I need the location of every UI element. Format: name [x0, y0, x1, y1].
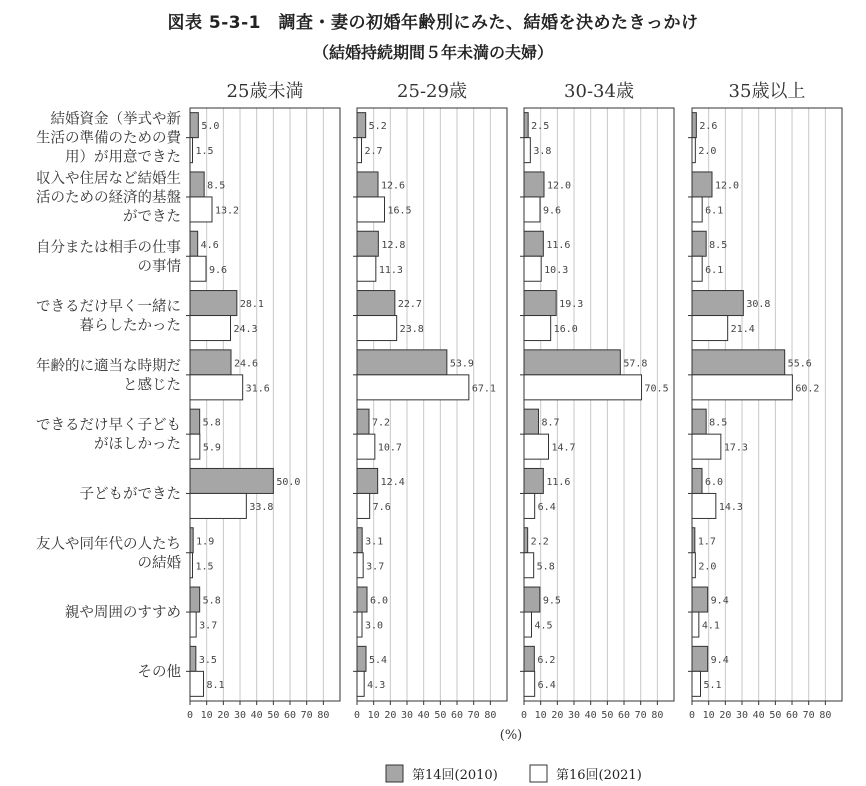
data-label: 5.0 — [201, 121, 220, 133]
bar-2021 — [357, 671, 364, 696]
x-tick-label: 10 — [367, 710, 380, 721]
x-tick-label: 30 — [735, 710, 749, 721]
x-axis-label: (%) — [499, 728, 523, 743]
data-label: 12.8 — [381, 239, 406, 251]
data-label: 5.8 — [202, 595, 221, 607]
bar-2021 — [357, 197, 385, 222]
category-label: の事情 — [137, 258, 181, 275]
data-label: 1.5 — [195, 146, 214, 158]
category-label: 自分または相手の仕事 — [36, 239, 181, 256]
data-label: 5.2 — [368, 121, 387, 133]
data-label: 55.6 — [787, 358, 812, 370]
data-label: 12.4 — [380, 476, 405, 488]
data-label: 11.3 — [378, 264, 403, 276]
data-label: 16.5 — [387, 205, 412, 217]
data-label: 10.7 — [377, 442, 402, 454]
x-tick-label: 0 — [520, 710, 528, 721]
legend-label-2021: 第16回(2021) — [556, 768, 642, 783]
data-label: 2.5 — [531, 121, 550, 133]
data-label: 12.0 — [715, 180, 740, 192]
bar-2021 — [524, 493, 535, 518]
bar-2010 — [524, 409, 539, 434]
bar-2010 — [357, 528, 362, 553]
data-label: 2.2 — [530, 536, 549, 548]
data-label: 67.1 — [471, 383, 496, 395]
bar-2021 — [357, 375, 469, 400]
data-label: 3.1 — [365, 536, 384, 548]
bar-2010 — [357, 113, 366, 138]
bar-2010 — [692, 587, 708, 612]
x-tick-label: 0 — [353, 710, 361, 721]
data-label: 53.9 — [449, 358, 474, 370]
data-label: 21.4 — [730, 324, 755, 336]
data-label: 9.6 — [543, 205, 562, 217]
bar-2010 — [357, 350, 447, 375]
category-label: がほしかった — [94, 436, 181, 453]
bar-2010 — [692, 468, 702, 493]
bar-2010 — [524, 291, 556, 316]
data-label: 2.6 — [699, 121, 718, 133]
bar-2021 — [692, 197, 702, 222]
data-label: 2.7 — [364, 146, 383, 158]
bar-2010 — [524, 172, 544, 197]
data-label: 6.0 — [705, 476, 724, 488]
panel-background — [692, 108, 842, 701]
bar-2010 — [692, 172, 712, 197]
data-label: 5.9 — [202, 442, 221, 454]
bar-2021 — [692, 316, 728, 341]
x-tick-label: 50 — [434, 710, 447, 721]
bar-2021 — [357, 493, 370, 518]
bar-2021 — [692, 434, 721, 459]
bar-2010 — [692, 409, 706, 434]
data-label: 14.3 — [718, 501, 743, 513]
bar-2021 — [524, 553, 534, 578]
data-label: 4.5 — [534, 620, 553, 632]
data-label: 8.5 — [207, 180, 226, 192]
bar-2021 — [190, 138, 193, 163]
bar-2010 — [524, 350, 620, 375]
data-label: 3.7 — [199, 620, 218, 632]
x-tick-label: 0 — [186, 710, 194, 721]
bar-2021 — [190, 375, 243, 400]
data-label: 4.3 — [367, 679, 386, 691]
x-tick-label: 70 — [802, 710, 815, 721]
bar-2021 — [524, 612, 532, 637]
category-label: できるだけ早く一緒に — [36, 299, 181, 316]
x-tick-label: 50 — [769, 710, 782, 721]
data-label: 8.7 — [541, 417, 560, 429]
x-tick-label: 40 — [752, 710, 765, 721]
bar-2021 — [190, 434, 200, 459]
bar-2010 — [357, 587, 367, 612]
bar-2010 — [357, 646, 366, 671]
data-label: 4.1 — [701, 620, 720, 632]
data-label: 7.6 — [372, 501, 391, 513]
category-label: 用）が用意できた — [65, 149, 181, 166]
bar-2021 — [524, 197, 540, 222]
data-label: 8.5 — [709, 417, 728, 429]
x-tick-label: 20 — [384, 710, 397, 721]
bar-2021 — [190, 493, 246, 518]
category-label: 収入や住居など結婚生 — [36, 170, 181, 187]
data-label: 7.2 — [372, 417, 391, 429]
data-label: 11.6 — [546, 239, 571, 251]
bar-2021 — [357, 256, 376, 281]
bar-2010 — [190, 172, 204, 197]
data-label: 30.8 — [746, 299, 771, 311]
bar-2010 — [692, 231, 706, 256]
bar-2010 — [692, 646, 708, 671]
data-label: 9.5 — [542, 595, 561, 607]
bar-2010 — [524, 231, 543, 256]
bar-2021 — [190, 553, 193, 578]
data-label: 24.6 — [234, 358, 259, 370]
data-label: 6.1 — [705, 205, 724, 217]
bar-2021 — [692, 256, 702, 281]
bar-2021 — [524, 138, 530, 163]
data-label: 10.3 — [544, 264, 569, 276]
bar-2021 — [692, 553, 695, 578]
data-label: 14.7 — [551, 442, 576, 454]
bar-2021 — [190, 256, 206, 281]
data-label: 31.6 — [245, 383, 270, 395]
x-tick-label: 10 — [200, 710, 213, 721]
bar-2010 — [524, 646, 534, 671]
data-label: 1.5 — [195, 561, 214, 573]
x-tick-label: 70 — [300, 710, 313, 721]
bar-2021 — [357, 316, 397, 341]
bar-2010 — [190, 113, 198, 138]
category-label: 暮らしたかった — [79, 318, 181, 335]
bar-2021 — [692, 493, 716, 518]
category-label: と感じた — [123, 377, 181, 394]
bar-2021 — [190, 671, 204, 696]
data-label: 8.1 — [206, 679, 225, 691]
data-label: 4.6 — [200, 239, 219, 251]
x-tick-label: 60 — [450, 710, 464, 721]
bar-2010 — [692, 528, 695, 553]
bar-2010 — [190, 231, 198, 256]
data-label: 2.0 — [698, 561, 717, 573]
data-label: 24.3 — [233, 324, 258, 336]
bar-2021 — [524, 316, 551, 341]
category-label: の結婚 — [137, 555, 181, 572]
bar-2021 — [692, 612, 699, 637]
bar-2010 — [357, 291, 395, 316]
bar-2021 — [692, 671, 701, 696]
data-label: 11.6 — [546, 476, 571, 488]
bar-2010 — [692, 350, 785, 375]
legend-swatch-2010 — [386, 765, 403, 782]
panel-title: 25歳未満 — [226, 81, 304, 102]
category-label: その他 — [137, 664, 181, 681]
x-tick-label: 10 — [534, 710, 547, 721]
x-tick-label: 70 — [467, 710, 480, 721]
bar-2021 — [692, 138, 695, 163]
x-tick-label: 0 — [688, 710, 696, 721]
data-label: 19.3 — [559, 299, 584, 311]
data-label: 3.8 — [533, 146, 552, 158]
data-label: 13.2 — [215, 205, 240, 217]
chart-subtitle: （結婚持続期間５年未満の夫婦） — [312, 43, 553, 62]
bar-2010 — [190, 350, 231, 375]
x-tick-label: 30 — [233, 710, 247, 721]
category-label: 年齢的に適当な時期だ — [36, 358, 181, 375]
bar-2021 — [190, 612, 196, 637]
data-label: 1.9 — [196, 536, 215, 548]
x-tick-label: 70 — [634, 710, 647, 721]
bar-2010 — [357, 468, 378, 493]
data-label: 3.5 — [198, 654, 217, 666]
data-label: 9.4 — [710, 595, 729, 607]
bar-2010 — [357, 231, 378, 256]
x-tick-label: 60 — [617, 710, 631, 721]
data-label: 50.0 — [276, 476, 301, 488]
bar-2010 — [524, 587, 540, 612]
bar-2021 — [357, 138, 362, 163]
data-label: 28.1 — [239, 299, 264, 311]
x-tick-label: 50 — [601, 710, 614, 721]
x-tick-label: 80 — [317, 710, 330, 721]
bar-2021 — [357, 434, 375, 459]
data-label: 5.1 — [703, 679, 722, 691]
x-tick-label: 40 — [250, 710, 263, 721]
x-tick-label: 40 — [584, 710, 597, 721]
category-label: 友人や同年代の人たち — [36, 536, 181, 553]
data-label: 17.3 — [723, 442, 748, 454]
data-label: 1.7 — [697, 536, 716, 548]
x-tick-label: 80 — [819, 710, 832, 721]
bar-2010 — [190, 409, 200, 434]
x-tick-label: 60 — [283, 710, 297, 721]
bar-2010 — [190, 468, 273, 493]
category-label: 生活の準備のための費 — [36, 130, 181, 147]
x-tick-label: 50 — [267, 710, 280, 721]
bar-2021 — [357, 553, 363, 578]
data-label: 23.8 — [399, 324, 424, 336]
category-label: ができた — [123, 208, 181, 225]
data-label: 6.1 — [705, 264, 724, 276]
legend-label-2010: 第14回(2010) — [412, 768, 498, 783]
panel-title: 35歳以上 — [728, 81, 806, 102]
panel-background — [524, 108, 674, 701]
data-label: 33.8 — [249, 501, 274, 513]
x-tick-label: 20 — [551, 710, 564, 721]
bar-2010 — [357, 172, 378, 197]
data-label: 6.0 — [370, 595, 389, 607]
bar-2010 — [190, 587, 200, 612]
x-tick-label: 20 — [719, 710, 732, 721]
bar-2021 — [190, 316, 231, 341]
bar-2021 — [524, 434, 549, 459]
x-tick-label: 40 — [417, 710, 430, 721]
x-tick-label: 10 — [702, 710, 715, 721]
bar-2010 — [190, 291, 237, 316]
data-label: 6.2 — [537, 654, 556, 666]
data-label: 2.0 — [698, 146, 717, 158]
data-label: 12.6 — [381, 180, 406, 192]
bar-2010 — [190, 646, 196, 671]
x-tick-label: 30 — [400, 710, 414, 721]
category-label: 活のための経済的基盤 — [36, 189, 181, 206]
panel-title: 30-34歳 — [564, 81, 634, 102]
data-label: 16.0 — [553, 324, 578, 336]
data-label: 57.8 — [623, 358, 648, 370]
category-label: 子どもができた — [79, 486, 181, 503]
data-label: 5.4 — [369, 654, 388, 666]
data-label: 22.7 — [397, 299, 422, 311]
chart-title: 図表 5-3-1 調査・妻の初婚年齢別にみた、結婚を決めたきっかけ — [167, 13, 699, 33]
bar-2021 — [190, 197, 212, 222]
bar-2021 — [692, 375, 792, 400]
legend-swatch-2021 — [530, 765, 547, 782]
data-label: 3.0 — [365, 620, 384, 632]
data-label: 6.4 — [537, 501, 556, 513]
bar-2010 — [357, 409, 369, 434]
data-label: 8.5 — [709, 239, 728, 251]
bar-2010 — [692, 291, 743, 316]
data-label: 9.6 — [209, 264, 228, 276]
bar-2010 — [524, 528, 528, 553]
data-label: 3.7 — [366, 561, 385, 573]
data-label: 60.2 — [795, 383, 820, 395]
data-label: 5.8 — [536, 561, 555, 573]
x-tick-label: 30 — [567, 710, 581, 721]
category-label: できるだけ早く子ども — [36, 417, 181, 434]
bar-2021 — [524, 256, 541, 281]
bar-2010 — [524, 468, 543, 493]
data-label: 6.4 — [537, 679, 556, 691]
bar-2010 — [190, 528, 193, 553]
data-label: 70.5 — [644, 383, 669, 395]
bar-2021 — [524, 375, 642, 400]
x-tick-label: 80 — [651, 710, 664, 721]
bar-2021 — [524, 671, 535, 696]
data-label: 9.4 — [710, 654, 729, 666]
data-label: 12.0 — [547, 180, 572, 192]
category-label: 結婚資金（挙式や新 — [50, 111, 181, 128]
x-tick-label: 20 — [217, 710, 230, 721]
data-label: 5.8 — [202, 417, 221, 429]
x-tick-label: 60 — [785, 710, 799, 721]
bar-2010 — [692, 113, 696, 138]
bar-2021 — [357, 612, 362, 637]
x-tick-label: 80 — [484, 710, 497, 721]
category-label: 親や周囲のすすめ — [64, 605, 181, 622]
bar-2010 — [524, 113, 528, 138]
panel-title: 25-29歳 — [397, 81, 467, 102]
